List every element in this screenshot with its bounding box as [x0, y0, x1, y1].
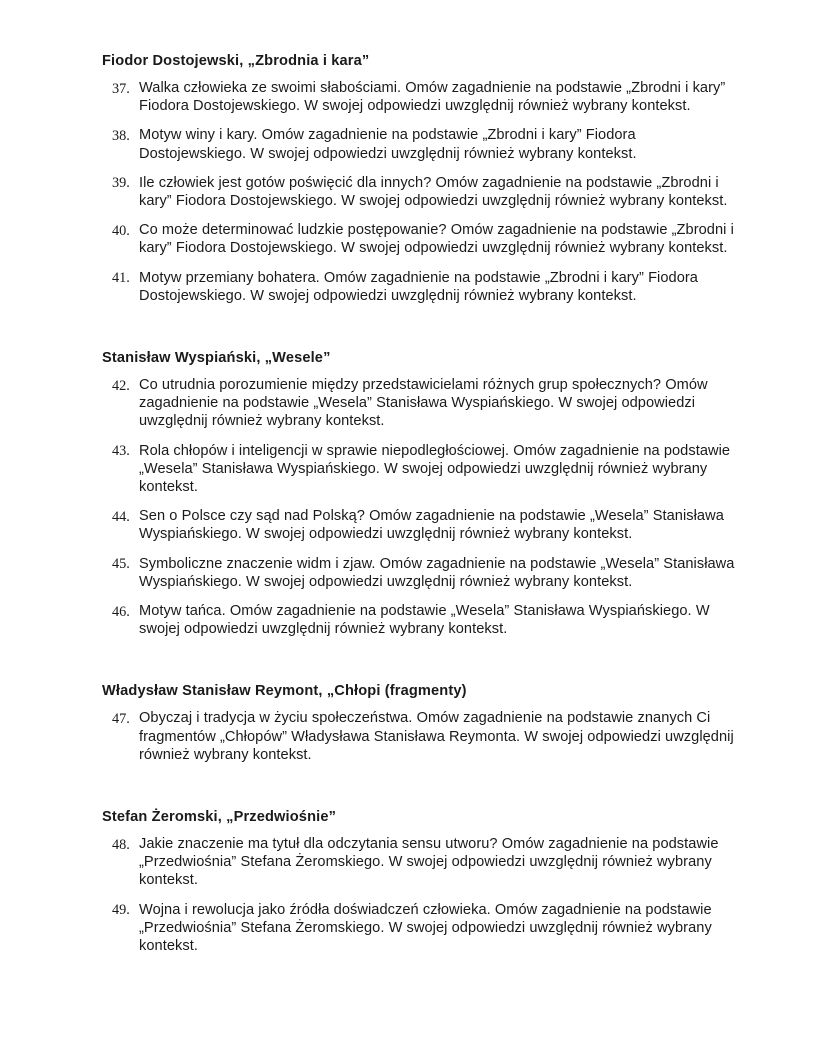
topic-item-number: 38.: [112, 127, 130, 144]
section-heading: Władysław Stanisław Reymont, „Chłopi (fragmenty): [102, 683, 467, 700]
topic-item: [102, 442, 738, 497]
topic-item: [102, 79, 738, 115]
topic-list: [102, 835, 738, 955]
topic-item: [102, 507, 738, 543]
topic-item: [102, 709, 738, 764]
topic-item-number: 49.: [112, 902, 130, 919]
topic-item-text: Sen o Polsce czy sąd nad Polską? Omów zagadnienie na podstawie „Wesela” Stanisława Wyspiańskiego. W swojej odpowiedzi uwzględnij również wybrany kontekst.: [139, 508, 724, 543]
section-heading: Stefan Żeromski, „Przedwiośnie”: [102, 809, 337, 826]
topic-item-number: 41.: [112, 270, 130, 287]
topic-item: [102, 174, 738, 210]
topic-item-number: 45.: [112, 556, 130, 573]
section-heading: Stanisław Wyspiański, „Wesele”: [102, 350, 331, 367]
topic-item: [102, 835, 738, 890]
literature-section: [102, 808, 738, 955]
topic-item-text: Co może determinować ludzkie postępowanie? Omów zagadnienie na podstawie „Zbrodni i kary” Fiodora Dostojewskiego. W swojej odpowiedzi uwzględnij również wybrany kontekst.: [139, 222, 734, 257]
topic-item-number: 48.: [112, 836, 130, 853]
topic-item-text: Walka człowieka ze swoimi słabościami. Omów zagadnienie na podstawie „Zbrodni i kary” Fiodora Dostojewskiego. W swojej odpowiedzi uwzględnij również wybrany kontekst.: [139, 80, 726, 115]
topic-item-number: 39.: [112, 175, 130, 192]
topic-item: [102, 376, 738, 431]
topic-list: [102, 79, 738, 305]
literature-section: [102, 349, 738, 638]
topic-item: [102, 221, 738, 257]
topic-item-text: Obyczaj i tradycja w życiu społeczeństwa. Omów zagadnienie na podstawie znanych Ci fragmentów „Chłopów” Władysława Stanisława Reymonta. W swojej odpowiedzi uwzględnij również wybrany kontekst.: [139, 710, 734, 763]
topic-item-number: 47.: [112, 710, 130, 727]
topic-item: [102, 269, 738, 305]
topic-item-number: 42.: [112, 377, 130, 394]
topic-item-text: Rola chłopów i inteligencji w sprawie niepodległościowej. Omów zagadnienie na podstawie „Wesela” Stanisława Wyspiańskiego. W swojej odpowiedzi uwzględnij również wybrany kontekst.: [139, 442, 731, 496]
literature-section: [102, 52, 738, 305]
topic-list: [102, 709, 738, 764]
topic-item-text: Motyw przemiany bohatera. Omów zagadnienie na podstawie „Zbrodni i kary” Fiodora Dostojewskiego. W swojej odpowiedzi uwzględnij również wybrany kontekst.: [139, 269, 698, 304]
topic-item: [102, 901, 738, 956]
literature-section: [102, 682, 738, 764]
topic-item-number: 37.: [112, 80, 130, 97]
topic-item-text: Co utrudnia porozumienie między przedstawicielami różnych grup społecznych? Omów zagadnienie na podstawie „Wesela” Stanisława Wyspiańskiego. W swojej odpowiedzi uwzględnij również wybrany kontekst.: [139, 377, 708, 430]
topic-item-number: 44.: [112, 508, 130, 525]
section-heading: Fiodor Dostojewski, „Zbrodnia i kara”: [102, 53, 370, 69]
topic-item-text: Motyw tańca. Omów zagadnienie na podstawie „Wesela” Stanisława Wyspiańskiego. W swojej odpowiedzi uwzględnij również wybrany kontekst.: [139, 603, 710, 638]
topic-item-text: Jakie znaczenie ma tytuł dla odczytania sensu utworu? Omów zagadnienie na podstawie „Przedwiośnia” Stefana Żeromskiego. W swojej odpowiedzi uwzględnij również wybrany kontekst.: [139, 836, 719, 889]
topic-list: [102, 376, 738, 638]
topic-item-text: Symboliczne znaczenie widm i zjaw. Omów zagadnienie na podstawie „Wesela” Stanisława Wyspiańskiego. W swojej odpowiedzi uwzględnij również wybrany kontekst.: [139, 555, 735, 590]
sections-container: [102, 52, 738, 955]
topic-item: [102, 602, 738, 638]
topic-item-number: 46.: [112, 603, 130, 620]
topic-item: [102, 126, 738, 162]
topic-item-number: 43.: [112, 443, 130, 460]
topic-item-number: 40.: [112, 222, 130, 239]
topic-item: [102, 555, 738, 591]
topic-item-text: Motyw winy i kary. Omów zagadnienie na podstawie „Zbrodni i kary” Fiodora Dostojewskiego. W swojej odpowiedzi uwzględnij również wybrany kontekst.: [139, 127, 637, 162]
topic-item-text: Ile człowiek jest gotów poświęcić dla innych? Omów zagadnienie na podstawie „Zbrodni i kary” Fiodora Dostojewskiego. W swojej odpowiedzi uwzględnij również wybrany kontekst.: [139, 174, 728, 210]
topic-item-text: Wojna i rewolucja jako źródła doświadczeń człowieka. Omów zagadnienie na podstawie „Przedwiośnia” Stefana Żeromskiego. W swojej odpowiedzi uwzględnij również wybrany kontekst.: [139, 901, 712, 955]
